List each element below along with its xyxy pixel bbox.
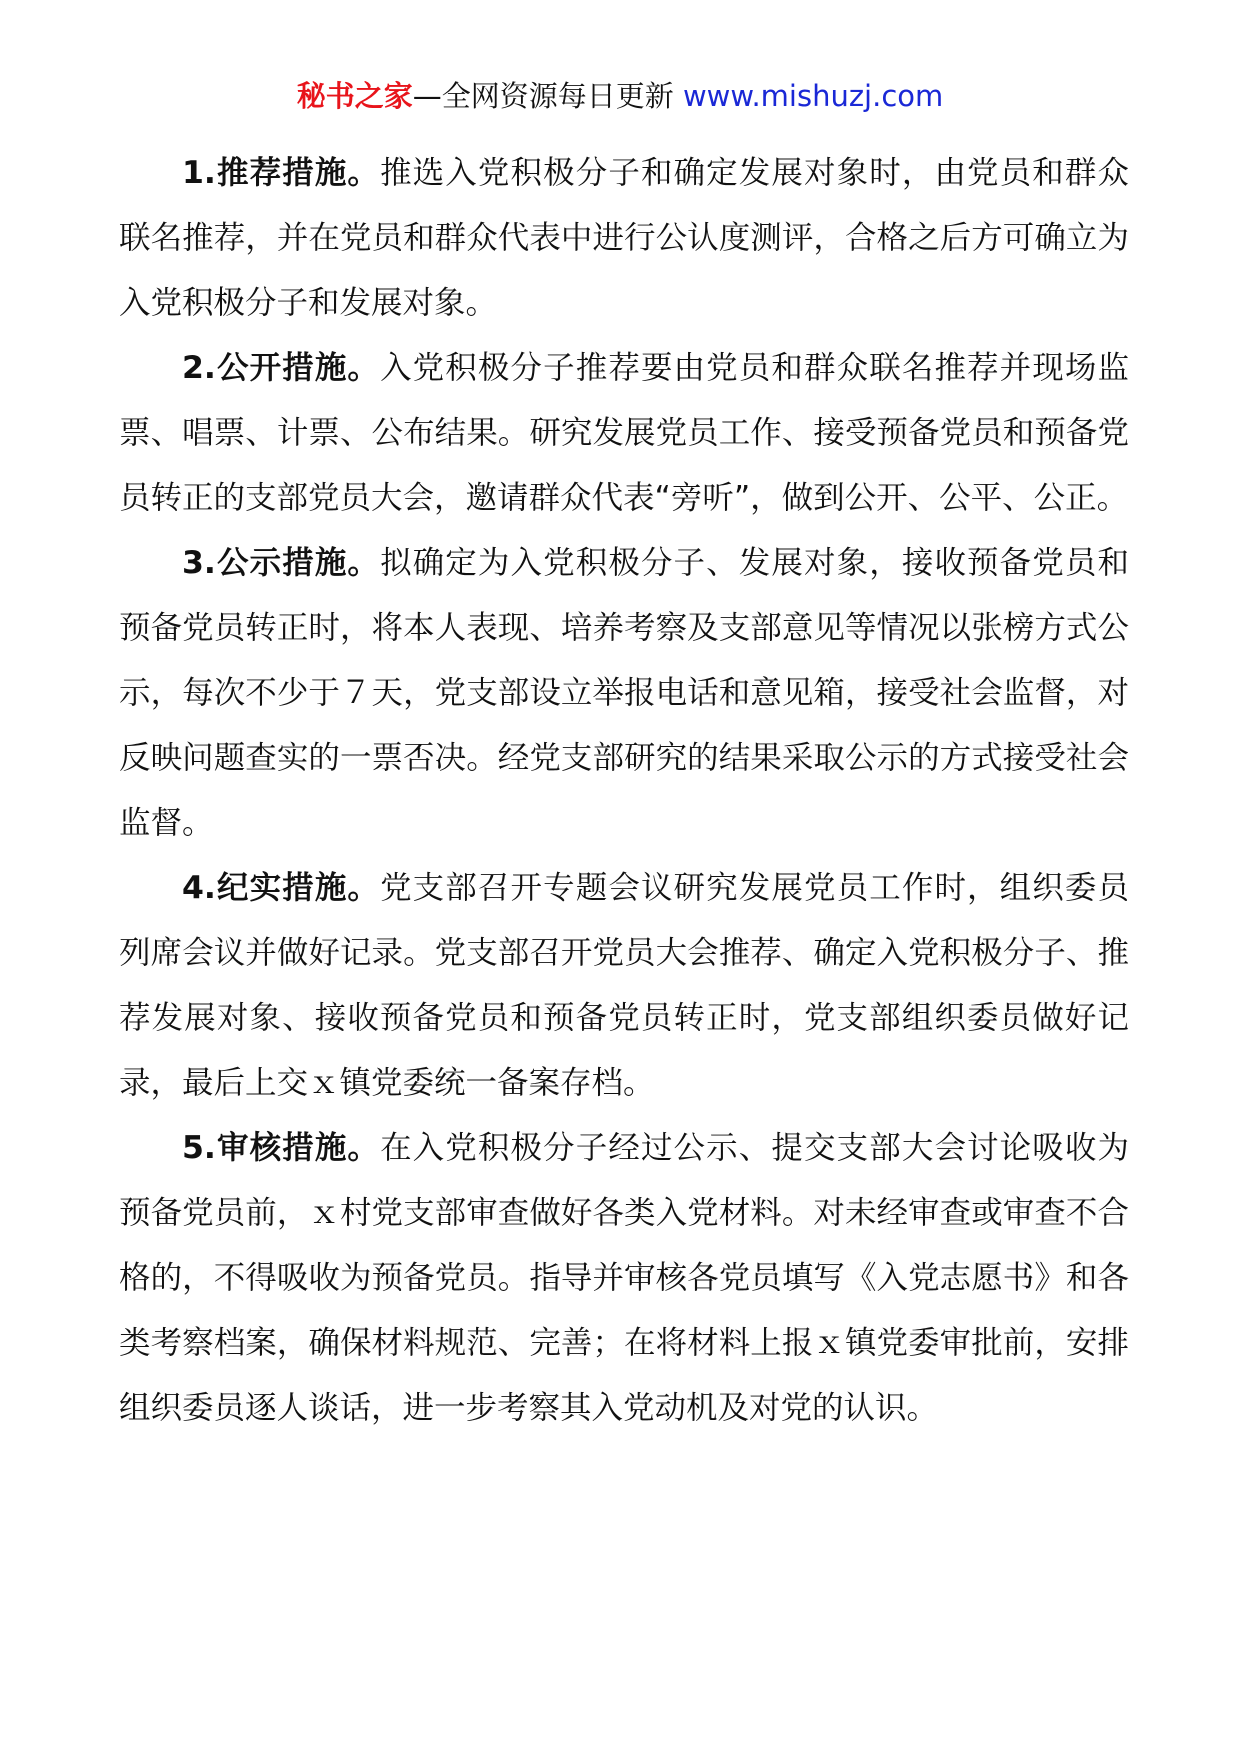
paragraph-lead: 1.推荐措施。 — [182, 155, 381, 191]
paragraph-publicity — [119, 531, 1129, 856]
paragraph-text: 党支部召开专题会议研究发展党员工作时，组织委员列席会议并做好记录。党支部召开党员大会推荐、确定入党积极分子、推荐发展对象、接收预备党员和预备党员转正时，党支部组织委员做好记录，最后上交ｘ镇党委统一备案存档。 — [119, 870, 1129, 1101]
paragraph-text: 拟确定为入党积极分子、发展对象，接收预备党员和预备党员转正时，将本人表现、培养考察及支部意见等情况以张榜方式公示，每次不少于７天，党支部设立举报电话和意见箱，接受社会监督，对反映问题查实的一票否决。经党支部研究的结果采取公示的方式接受社会监督。 — [119, 545, 1129, 841]
paragraph-text: 推选入党积极分子和确定发展对象时，由党员和群众联名推荐，并在党员和群众代表中进行公认度测评，合格之后方可确立为入党积极分子和发展对象。 — [119, 155, 1129, 321]
paragraph-openness — [119, 336, 1129, 531]
paragraph-lead: 4.纪实措施。 — [182, 870, 381, 906]
paragraph-lead: 2.公开措施。 — [182, 350, 381, 386]
document-body — [119, 141, 1129, 1441]
paragraph-review — [119, 1116, 1129, 1441]
paragraph-lead: 3.公示措施。 — [182, 545, 381, 581]
paragraph-text: 入党积极分子推荐要由党员和群众联名推荐并现场监票、唱票、计票、公布结果。研究发展党员工作、接受预备党员和预备党员转正的支部党员大会，邀请群众代表“旁听”，做到公开、公平、公正。 — [119, 350, 1129, 516]
header-url-link[interactable]: www.mishuzj.com — [682, 79, 944, 113]
paragraph-recommendation — [119, 141, 1129, 336]
header-tagline: —全网资源每日更新 — [412, 79, 683, 113]
page-header — [0, 76, 1240, 116]
header-brand: 秘书之家 — [296, 79, 413, 113]
paragraph-lead: 5.审核措施。 — [182, 1130, 381, 1166]
paragraph-documentation — [119, 856, 1129, 1116]
paragraph-text: 在入党积极分子经过公示、提交支部大会讨论吸收为预备党员前，ｘ村党支部审查做好各类入党材料。对未经审查或审查不合格的，不得吸收为预备党员。指导并审核各党员填写《入党志愿书》和各类考察档案，确保材料规范、完善；在将材料上报ｘ镇党委审批前，安排组织委员逐人谈话，进一步考察其入党动机及对党的认识。 — [119, 1130, 1129, 1426]
